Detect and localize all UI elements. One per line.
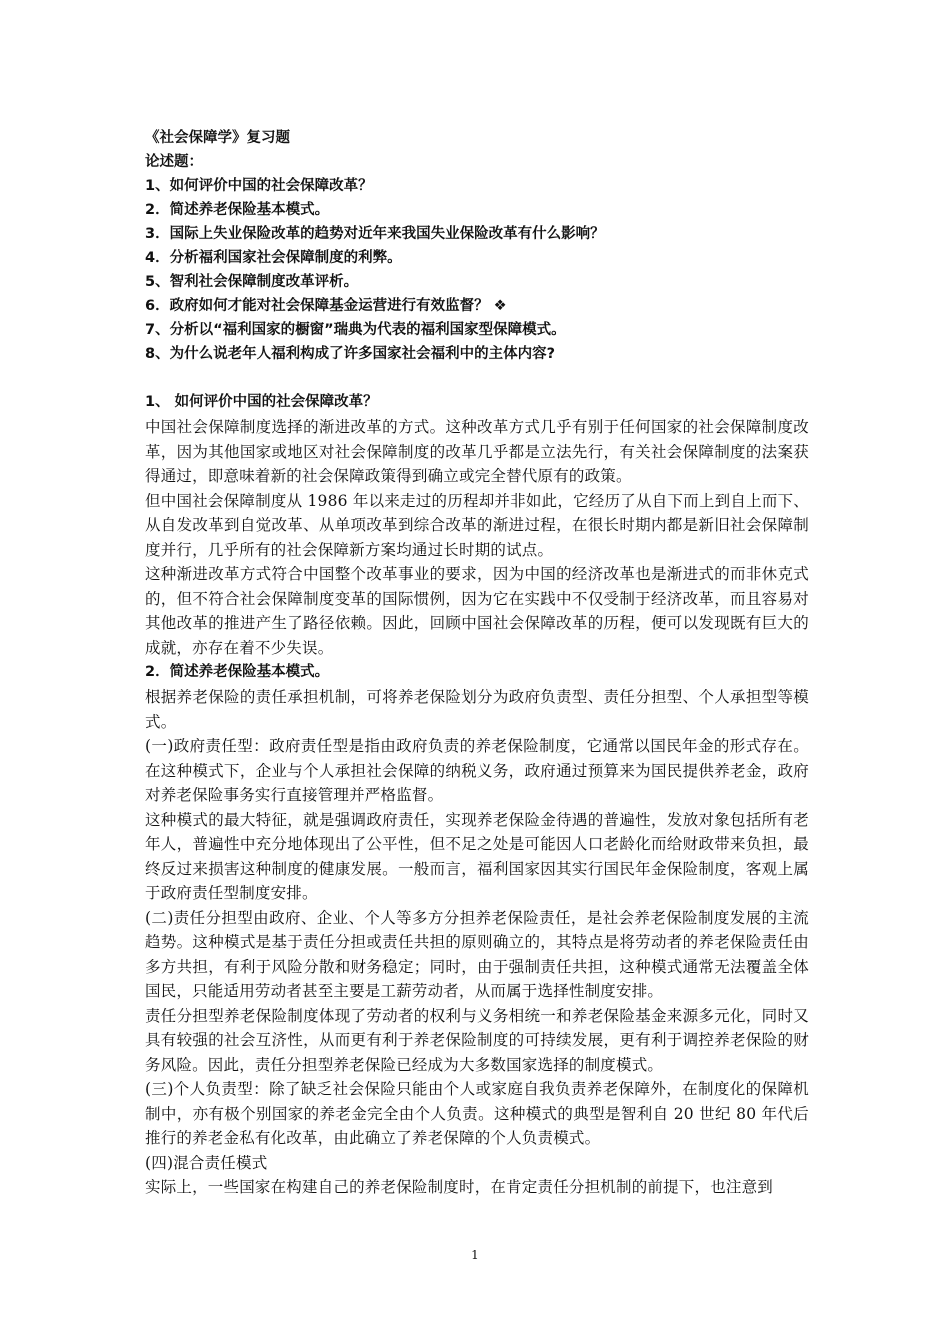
answer-paragraph: 责任分担型养老保险制度体现了劳动者的权利与义务相统一和养老保险基金来源多元化，同时又具有较强的社会互济性，从而更有利于养老保险制度的可持续发展，更有利于调控养老保险的财务风险。因此，责任分担型养老保险已经成为大多数国家选择的制度模式。: [145, 1006, 809, 1074]
document-title: 《社会保障学》复习题: [145, 130, 290, 146]
question-item: 3．国际上失业保险改革的趋势对近年来我国失业保险改革有什么影响？: [145, 226, 605, 242]
answer-heading: 2．简述养老保险基本模式。: [145, 664, 330, 680]
question-item: 2．简述养老保险基本模式。: [145, 202, 330, 218]
question-item: 7、分析以“福利国家的橱窗”瑞典为代表的福利国家型保障模式。: [145, 322, 566, 338]
answer-heading: 1、 如何评价中国的社会保障改革？: [145, 394, 378, 410]
answer-paragraph: 根据养老保险的责任承担机制，可将养老保险划分为政府负责型、责任分担型、个人承担型等模式。: [145, 688, 809, 731]
page-number: 1: [471, 1248, 479, 1262]
question-item: 1、如何评价中国的社会保障改革？: [145, 178, 373, 194]
blank-line: [145, 366, 809, 390]
question-item: 4．分析福利国家社会保障制度的利弊。: [145, 250, 402, 266]
answer-paragraph: 这种模式的最大特征，就是强调政府责任，实现养老保险金待遇的普遍性，发放对象包括所有老年人，普遍性中充分地体现出了公平性，但不足之处是可能因人口老龄化而给财政带来负担，最终反过来损害这种制度的健康发展。一般而言，福利国家因其实行国民年金保险制度，客观上属于政府责任型制度安排。: [145, 810, 809, 902]
answer-paragraph: 中国社会保障制度选择的渐进改革的方式。这种改革方式几乎有别于任何国家的社会保障制度改革，因为其他国家或地区对社会保障制度的改革几乎都是立法先行，有关社会保障制度的法案获得通过，即意味着新的社会保障政策得到确立或完全替代原有的政策。: [145, 418, 809, 485]
answer-paragraph: (三)个人负责型：除了缺乏社会保险只能由个人或家庭自我负责养老保障外，在制度化的保障机制中，亦有极个别国家的养老金完全由个人负责。这种模式的典型是智利自 20 世纪 80 年代后推行的养老金私有化改革，由此确立了养老保障的个人负责模式。: [145, 1080, 809, 1147]
answer-paragraph: (四)混合责任模式: [145, 1153, 268, 1172]
answer-paragraph: 但中国社会保障制度从 1986 年以来走过的历程却并非如此，它经历了从自下而上到自上而下、从自发改革到自觉改革、从单项改革到综合改革的渐进过程，在很长时期内都是新旧社会保障制度并行，几乎所有的社会保障新方案均通过长时期的试点。: [145, 491, 809, 559]
question-item: 8、为什么说老年人福利构成了许多国家社会福利中的主体内容?: [145, 346, 555, 362]
answer-paragraph: 这种渐进改革方式符合中国整个改革事业的要求，因为中国的经济改革也是渐进式的而非休克式的，但不符合社会保障制度变革的国际惯例，因为它在实践中不仅受制于经济改革，而且容易对其他改革的推进产生了路径依赖。因此，回顾中国社会保障改革的历程，便可以发现既有巨大的成就，亦存在着不少失误。: [145, 565, 809, 657]
section-label: 论述题：: [145, 154, 203, 170]
question-item: 6．政府如何才能对社会保障基金运营进行有效监督？ ❖: [145, 298, 507, 314]
question-item: 5、智利社会保障制度改革评析。: [145, 274, 359, 290]
answer-paragraph: (一)政府责任型：政府责任型是指由政府负责的养老保险制度，它通常以国民年金的形式存在。在这种模式下，企业与个人承担社会保障的纳税义务，政府通过预算来为国民提供养老金，政府对养老保险事务实行直接管理并严格监督。: [145, 737, 809, 804]
answer-paragraph: 实际上，一些国家在构建自己的养老保险制度时，在肯定责任分担机制的前提下，也注意到: [145, 1178, 774, 1196]
document-body: [145, 126, 809, 1200]
answer-paragraph: (二)责任分担型由政府、企业、个人等多方分担养老保险责任，是社会养老保险制度发展的主流趋势。这种模式是基于责任分担或责任共担的原则确立的，其特点是将劳动者的养老保险责任由多方共担，有利于风险分散和财务稳定；同时，由于强制责任共担，这种模式通常无法覆盖全体国民，只能适用劳动者甚至主要是工薪劳动者，从而属于选择性制度安排。: [145, 908, 809, 1000]
